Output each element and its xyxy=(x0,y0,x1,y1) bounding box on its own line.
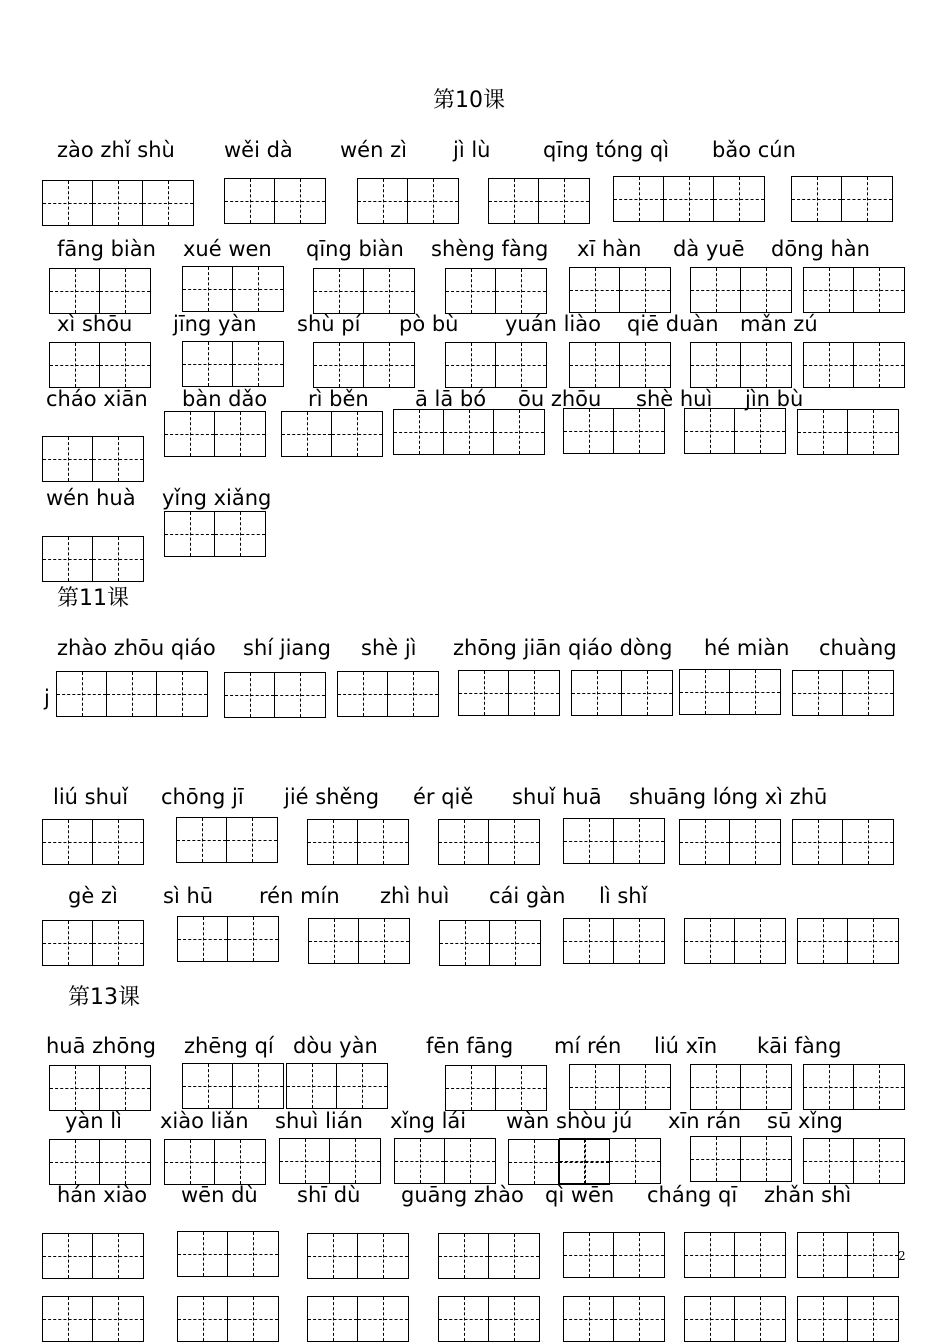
pinyin-label: yǐng xiǎng xyxy=(162,486,272,510)
pinyin-label: xué wen xyxy=(183,237,272,261)
writing-grid[interactable] xyxy=(438,1233,540,1279)
writing-grid[interactable] xyxy=(438,819,540,865)
writing-grid[interactable] xyxy=(393,409,545,455)
writing-grid[interactable] xyxy=(42,1233,144,1279)
pinyin-label: xì shōu xyxy=(57,312,133,336)
pinyin-label: qīng tóng qì xyxy=(543,138,670,162)
writing-grid[interactable] xyxy=(684,918,786,964)
pinyin-label: qīng biàn xyxy=(306,237,404,261)
writing-grid[interactable] xyxy=(337,671,439,717)
pinyin-label: ōu zhōu xyxy=(518,387,602,411)
writing-grid[interactable] xyxy=(488,178,590,224)
writing-grid[interactable] xyxy=(690,342,792,388)
writing-grid[interactable] xyxy=(791,176,893,222)
writing-grid[interactable] xyxy=(42,536,144,582)
pinyin-label: liú shuǐ xyxy=(53,785,129,809)
writing-grid[interactable] xyxy=(563,1296,665,1342)
writing-grid[interactable] xyxy=(684,1232,786,1278)
pinyin-label: qì wēn xyxy=(545,1183,615,1207)
writing-grid[interactable] xyxy=(49,342,151,388)
pinyin-label: zhǎn shì xyxy=(764,1183,852,1207)
writing-grid[interactable] xyxy=(313,268,415,314)
pinyin-label: chōng jī xyxy=(161,785,244,809)
pinyin-label: fāng biàn xyxy=(57,237,156,261)
pinyin-label: shuāng lóng xì zhū xyxy=(629,785,828,809)
writing-grid[interactable] xyxy=(177,1296,279,1342)
writing-grid[interactable] xyxy=(563,818,665,864)
pinyin-label: xiào liǎn xyxy=(160,1109,249,1133)
writing-grid[interactable] xyxy=(313,342,415,388)
writing-grid[interactable] xyxy=(49,268,151,314)
writing-grid[interactable] xyxy=(458,670,560,716)
pinyin-label: kāi fàng xyxy=(757,1034,842,1058)
pinyin-label: wěi dà xyxy=(224,138,293,162)
writing-grid[interactable] xyxy=(684,408,786,454)
pinyin-label: chuàng xyxy=(819,636,897,660)
pinyin-label: shèng fàng xyxy=(431,237,549,261)
writing-grid[interactable] xyxy=(224,672,326,718)
pinyin-label: qiē duàn xyxy=(627,312,719,336)
pinyin-label: cháo xiān xyxy=(46,387,148,411)
writing-grid[interactable] xyxy=(281,411,383,457)
writing-grid[interactable] xyxy=(803,1064,905,1110)
pinyin-label: xī hàn xyxy=(577,237,642,261)
writing-grid[interactable] xyxy=(307,1233,409,1279)
pinyin-label: shè huì xyxy=(636,387,713,411)
writing-grid[interactable] xyxy=(42,819,144,865)
pinyin-label: zhào zhōu qiáo xyxy=(57,636,216,660)
section-title-lesson13: 第13课 xyxy=(68,985,140,1010)
writing-grid[interactable] xyxy=(308,918,410,964)
pinyin-label: cái gàn xyxy=(489,884,566,908)
writing-grid[interactable] xyxy=(690,1136,792,1182)
pinyin-label: wàn shòu jú xyxy=(506,1109,633,1133)
writing-grid[interactable] xyxy=(307,1296,409,1342)
writing-grid[interactable] xyxy=(613,176,765,222)
writing-grid[interactable] xyxy=(797,918,899,964)
pinyin-label: hé miàn xyxy=(704,636,790,660)
writing-grid[interactable] xyxy=(49,1139,151,1185)
writing-grid[interactable] xyxy=(797,1296,899,1342)
pinyin-label: shī dù xyxy=(297,1183,361,1207)
writing-grid[interactable] xyxy=(792,819,894,865)
writing-grid[interactable] xyxy=(571,670,673,716)
pinyin-label: guāng zhào xyxy=(401,1183,524,1207)
writing-grid[interactable] xyxy=(690,267,792,313)
writing-grid[interactable] xyxy=(438,1296,540,1342)
writing-grid[interactable] xyxy=(56,671,208,717)
section-title-lesson10: 第10课 xyxy=(433,88,505,113)
writing-grid[interactable] xyxy=(164,511,266,557)
pinyin-label: hán xiào xyxy=(57,1183,148,1207)
writing-grid[interactable] xyxy=(803,1138,905,1184)
pinyin-label: wén huà xyxy=(46,486,136,510)
pinyin-label: zhōng jiān qiáo dòng xyxy=(453,636,673,660)
writing-grid[interactable] xyxy=(177,916,279,962)
writing-grid[interactable] xyxy=(684,1296,786,1342)
pinyin-label: rì běn xyxy=(308,387,369,411)
writing-grid[interactable] xyxy=(164,1139,266,1185)
writing-grid[interactable] xyxy=(803,267,905,313)
writing-grid[interactable] xyxy=(690,1064,792,1110)
pinyin-label: sì hū xyxy=(163,884,214,908)
writing-grid[interactable] xyxy=(569,1064,671,1110)
writing-grid[interactable] xyxy=(279,1138,381,1184)
page-number: 2 xyxy=(898,1249,906,1263)
writing-grid[interactable] xyxy=(177,1231,279,1277)
writing-grid[interactable] xyxy=(445,1065,547,1111)
pinyin-label: shuǐ huā xyxy=(512,785,602,809)
writing-grid[interactable] xyxy=(307,819,409,865)
pinyin-label: zào zhǐ shù xyxy=(57,138,175,162)
pinyin-label: shù pí xyxy=(297,312,361,336)
writing-grid[interactable] xyxy=(182,266,284,312)
pinyin-label: yàn lì xyxy=(65,1109,122,1133)
writing-grid[interactable] xyxy=(797,409,899,455)
writing-grid[interactable] xyxy=(286,1063,388,1109)
pinyin-label: gè zì xyxy=(68,884,118,908)
pinyin-label: shuì lián xyxy=(275,1109,363,1133)
writing-grid[interactable] xyxy=(792,670,894,716)
pinyin-label: xīn rán xyxy=(668,1109,742,1133)
pinyin-label: wēn dù xyxy=(181,1183,258,1207)
writing-grid[interactable] xyxy=(445,268,547,314)
pinyin-label: wén zì xyxy=(340,138,407,162)
writing-grid[interactable] xyxy=(357,178,459,224)
writing-grid[interactable] xyxy=(803,342,905,388)
pinyin-label: bǎo cún xyxy=(712,138,796,162)
pinyin-label: dà yuē xyxy=(673,237,745,261)
writing-grid[interactable] xyxy=(42,920,144,966)
pinyin-label: zhēng qí xyxy=(184,1034,274,1058)
writing-grid[interactable] xyxy=(164,411,266,457)
pinyin-label: pò bù xyxy=(399,312,459,336)
pinyin-label: huā zhōng xyxy=(46,1034,156,1058)
pinyin-label: fēn fāng xyxy=(426,1034,514,1058)
pinyin-label: bàn dǎo xyxy=(182,387,268,411)
pinyin-label: liú xīn xyxy=(654,1034,718,1058)
writing-grid[interactable] xyxy=(563,918,665,964)
writing-grid[interactable] xyxy=(49,1065,151,1111)
pinyin-label: ér qiě xyxy=(413,785,474,809)
writing-grid[interactable] xyxy=(224,178,326,224)
pinyin-label: shè jì xyxy=(361,636,417,660)
pinyin-label: sū xǐng xyxy=(767,1109,843,1133)
writing-grid[interactable] xyxy=(563,1232,665,1278)
writing-grid[interactable] xyxy=(679,819,781,865)
writing-grid[interactable] xyxy=(797,1232,899,1278)
writing-grid[interactable] xyxy=(176,817,278,863)
pinyin-label: shí jiang xyxy=(243,636,331,660)
writing-grid[interactable] xyxy=(42,180,194,226)
pinyin-label: jié shěng xyxy=(284,785,380,809)
writing-grid[interactable] xyxy=(182,341,284,387)
pinyin-label: jìn bù xyxy=(745,387,804,411)
pinyin-label: cháng qī xyxy=(647,1183,738,1207)
writing-grid[interactable] xyxy=(394,1138,496,1184)
pinyin-label: lì shǐ xyxy=(599,884,648,908)
pinyin-label: mǎn zú xyxy=(740,312,818,336)
pinyin-label: mí rén xyxy=(554,1034,622,1058)
pinyin-label: dòu yàn xyxy=(293,1034,378,1058)
writing-grid[interactable] xyxy=(679,669,781,715)
pinyin-label-wrap: j xyxy=(44,686,50,710)
pinyin-label: zhì huì xyxy=(380,884,450,908)
pinyin-label: dōng hàn xyxy=(771,237,870,261)
pinyin-label: ā lā bó xyxy=(415,387,487,411)
pinyin-label: jīng yàn xyxy=(173,312,257,336)
writing-grid[interactable] xyxy=(182,1063,284,1109)
writing-grid[interactable] xyxy=(445,342,547,388)
pinyin-label: yuán liào xyxy=(505,312,601,336)
pinyin-label: xǐng lái xyxy=(390,1109,467,1133)
writing-grid[interactable] xyxy=(559,1138,661,1184)
writing-grid[interactable] xyxy=(42,1296,144,1342)
pinyin-label: jì lù xyxy=(453,138,491,162)
pinyin-label: rén mín xyxy=(259,884,340,908)
writing-grid[interactable] xyxy=(439,920,541,966)
section-title-lesson11: 第11课 xyxy=(57,586,129,611)
writing-grid[interactable] xyxy=(42,436,144,482)
writing-grid[interactable] xyxy=(563,408,665,454)
writing-grid[interactable] xyxy=(569,267,671,313)
writing-grid[interactable] xyxy=(569,342,671,388)
